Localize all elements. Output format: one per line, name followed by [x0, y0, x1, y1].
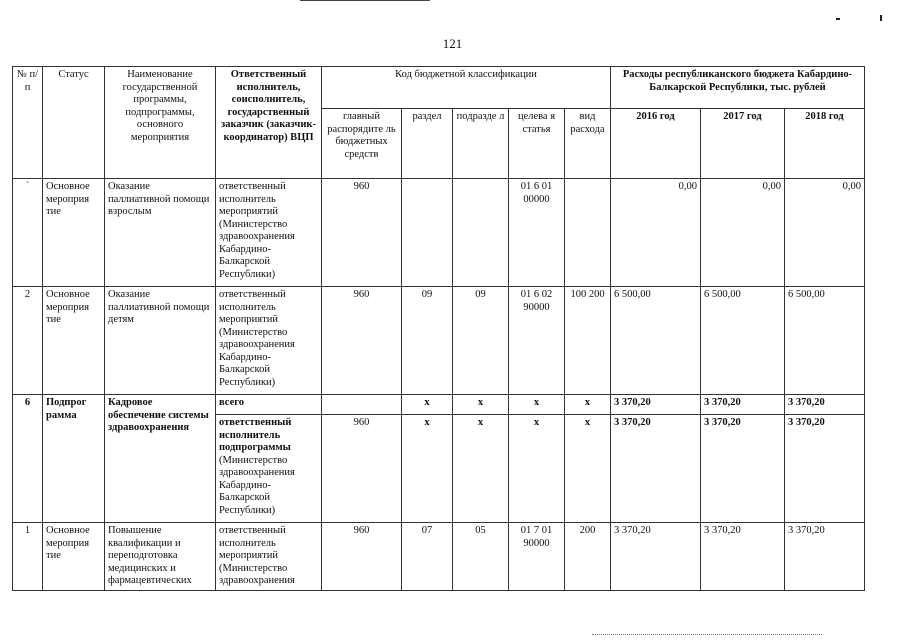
subprogram-responsible-section: х — [402, 415, 453, 523]
subprogram-responsible-title: ответственный исполнитель подпрограммы — [219, 417, 292, 453]
subprogram-name: Кадровое обеспечение системы здравоохранения — [105, 395, 216, 523]
header-subsection: подразде л — [453, 109, 509, 179]
table-row — [13, 523, 865, 591]
header-grbs: главный распорядите ль бюджетных средств — [322, 109, 402, 179]
row-grbs: 960 — [322, 179, 402, 287]
subprogram-total-2018: 3 370,20 — [785, 395, 865, 415]
header-executor: Ответственный исполнитель, соисполнитель, государственный заказчик (заказчик-координатор) ВЦП — [216, 67, 322, 179]
row-expense-type: 100 200 — [565, 287, 611, 395]
row-executor: ответственный исполнитель мероприятий (Министерство здравоохранения Кабардино-Балкарской Республики) — [216, 179, 322, 287]
row-status: Основное мероприя тие — [43, 179, 105, 287]
row-expense-type: 200 — [565, 523, 611, 591]
subprogram-total-row — [13, 395, 865, 415]
row-2017: 3 370,20 — [701, 523, 785, 591]
row-expense-type — [565, 179, 611, 287]
row-2018: 3 370,20 — [785, 523, 865, 591]
row-section: 09 — [402, 287, 453, 395]
row-num: 2 — [13, 287, 43, 395]
row-subsection: 05 — [453, 523, 509, 591]
row-2017: 6 500,00 — [701, 287, 785, 395]
row-subsection — [453, 179, 509, 287]
scan-mark — [836, 18, 840, 20]
header-row — [13, 67, 865, 109]
subprogram-responsible-grbs: 960 — [322, 415, 402, 523]
row-grbs: 960 — [322, 523, 402, 591]
header-expense-type: вид расхода — [565, 109, 611, 179]
row-num: 1 — [13, 523, 43, 591]
subprogram-responsible-ministry: (Министерство здравоохранения Кабардино-Балкарской Республики) — [219, 454, 295, 516]
row-2018: 0,00 — [785, 179, 865, 287]
header-2018: 2018 год — [785, 109, 865, 179]
row-target: 01 6 01 00000 — [509, 179, 565, 287]
subprogram-total-grbs — [322, 395, 402, 415]
row-target: 01 6 02 90000 — [509, 287, 565, 395]
row-name: Повышение квалификации и переподготовка медицинских и фармацевтических — [105, 523, 216, 591]
subprogram-total-section: х — [402, 395, 453, 415]
subprogram-total-subsection: х — [453, 395, 509, 415]
row-grbs: 960 — [322, 287, 402, 395]
subprogram-responsible-executor — [216, 415, 322, 523]
header-name: Наименование государственной программы, подпрограммы, основного мероприятия — [105, 67, 216, 179]
subprogram-responsible-target: х — [509, 415, 565, 523]
row-status: Основное мероприя тие — [43, 287, 105, 395]
top-scan-artifact — [300, 0, 430, 3]
header-status: Статус — [43, 67, 105, 179]
row-status: Основное мероприя тие — [43, 523, 105, 591]
table-row — [13, 179, 865, 287]
subprogram-responsible-2017: 3 370,20 — [701, 415, 785, 523]
subprogram-responsible-2018: 3 370,20 — [785, 415, 865, 523]
row-name: Оказание паллиативной помощи детям — [105, 287, 216, 395]
row-2017: 0,00 — [701, 179, 785, 287]
subprogram-responsible-subsection: х — [453, 415, 509, 523]
table-row — [13, 287, 865, 395]
row-executor: ответственный исполнитель мероприятий (Министерство здравоохранения — [216, 523, 322, 591]
row-target: 01 7 01 90000 — [509, 523, 565, 591]
row-2016: 0,00 — [611, 179, 701, 287]
header-num: № п/п — [13, 67, 43, 179]
subprogram-status: Подпрог рамма — [43, 395, 105, 523]
header-expenses: Расходы республиканского бюджета Кабардино-Балкарской Республики, тыс. рублей — [611, 67, 865, 109]
header-2017: 2017 год — [701, 109, 785, 179]
bottom-scan-artifact — [592, 634, 822, 636]
subprogram-total-target: х — [509, 395, 565, 415]
subprogram-responsible-2016: 3 370,20 — [611, 415, 701, 523]
subprogram-responsible-expense-type: х — [565, 415, 611, 523]
scan-mark — [880, 15, 882, 21]
row-executor: ответственный исполнитель мероприятий (Министерство здравоохранения Кабардино-Балкарской Республики) — [216, 287, 322, 395]
row-num: ` — [13, 179, 43, 287]
row-2016: 3 370,20 — [611, 523, 701, 591]
subprogram-total-label: всего — [216, 395, 322, 415]
row-section: 07 — [402, 523, 453, 591]
row-2016: 6 500,00 — [611, 287, 701, 395]
header-2016: 2016 год — [611, 109, 701, 179]
page-number: 121 — [442, 36, 463, 51]
budget-table — [12, 66, 865, 591]
header-section: раздел — [402, 109, 453, 179]
header-budget-code: Код бюджетной классификации — [322, 67, 611, 109]
row-2018: 6 500,00 — [785, 287, 865, 395]
subprogram-num: 6 — [13, 395, 43, 523]
subprogram-total-2017: 3 370,20 — [701, 395, 785, 415]
subprogram-total-2016: 3 370,20 — [611, 395, 701, 415]
row-section — [402, 179, 453, 287]
header-target: целева я статья — [509, 109, 565, 179]
subprogram-total-expense-type: х — [565, 395, 611, 415]
row-subsection: 09 — [453, 287, 509, 395]
row-name: Оказание паллиативной помощи взрослым — [105, 179, 216, 287]
